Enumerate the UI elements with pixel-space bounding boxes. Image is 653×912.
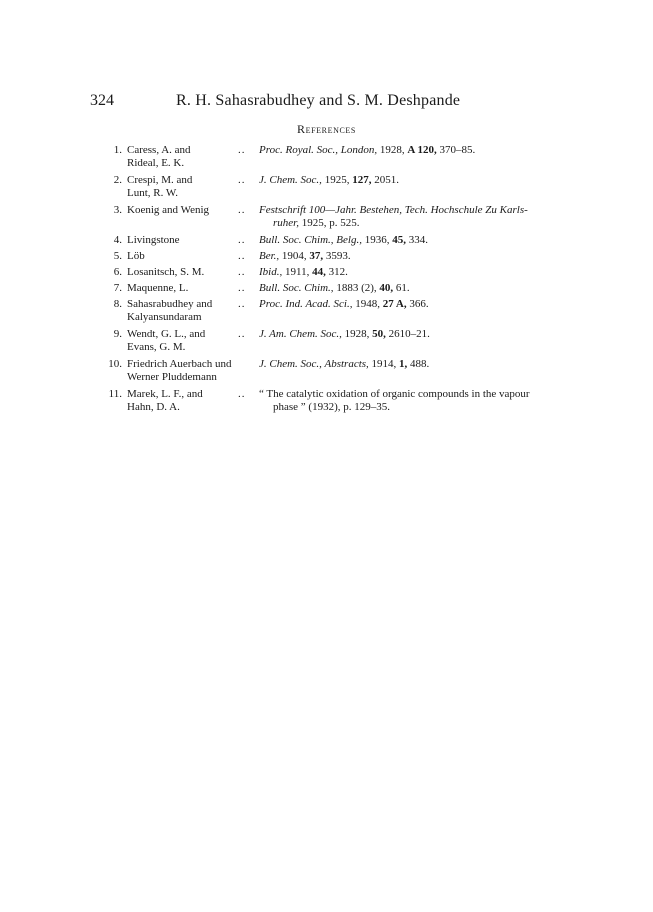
- reference-citation: [259, 298, 571, 311]
- leader-dots: ..: [238, 250, 246, 262]
- citation-year: 1928,: [341, 328, 373, 340]
- leader-dots: ..: [238, 388, 246, 400]
- citation-volume: 45,: [392, 234, 406, 246]
- references-heading: References: [297, 122, 356, 136]
- journal-name: Ber.,: [259, 250, 280, 262]
- citation-volume: 44,: [312, 266, 326, 278]
- citation-volume: A 120,: [407, 144, 437, 156]
- citation-volume: 40,: [379, 282, 394, 294]
- reference-citation: [259, 174, 571, 187]
- citation-year: 1936,: [361, 234, 393, 246]
- citation-pages: 334.: [405, 234, 428, 246]
- citation-volume: 27 A,: [382, 298, 407, 310]
- journal-name: J. Am. Chem. Soc.,: [259, 328, 342, 340]
- leader-dots: ..: [238, 204, 246, 216]
- authors-line: Maquenne, L.: [127, 282, 189, 294]
- reference-citation: [259, 388, 571, 414]
- reference-authors: [127, 388, 235, 414]
- leader-dots: ..: [238, 328, 246, 340]
- citation-year: 1914,: [368, 358, 400, 370]
- reference-number: 11.: [108, 388, 122, 400]
- journal-name: Ibid.,: [259, 266, 283, 278]
- authors-line: Friedrich Auerbach und: [127, 358, 232, 370]
- reference-authors: [127, 266, 235, 279]
- authors-line: Hahn, D. A.: [127, 401, 180, 413]
- page-header: [90, 92, 570, 114]
- reference-authors: [127, 358, 257, 384]
- journal-name: Bull. Soc. Chim.,: [259, 282, 334, 294]
- reference-citation: [259, 144, 571, 157]
- reference-number: 5.: [113, 250, 122, 262]
- journal-name: Bull. Soc. Chim., Belg.,: [259, 234, 362, 246]
- page-number: 324: [90, 92, 114, 109]
- reference-authors: [127, 282, 235, 295]
- citation-line: Festschrift 100—Jahr. Bestehen, Tech. Hochschule Zu Karls-: [259, 204, 528, 216]
- citation-plain-part: 1925, p. 525.: [298, 217, 360, 229]
- leader-dots: ..: [238, 174, 246, 186]
- citation-year: 1904,: [279, 250, 310, 262]
- reference-number: 9.: [113, 328, 122, 340]
- reference-number: 2.: [113, 174, 122, 186]
- reference-number: 10.: [108, 358, 122, 370]
- reference-citation: [259, 234, 571, 247]
- reference-number: 8.: [113, 298, 122, 310]
- citation-pages: 370–85.: [436, 144, 476, 156]
- authors-line: Losanitsch, S. M.: [127, 266, 205, 278]
- authors-line: Werner Pluddemann: [127, 371, 217, 383]
- reference-authors: [127, 144, 235, 170]
- reference-authors: [127, 204, 235, 217]
- citation-pages: 488.: [407, 358, 430, 370]
- authors-line: Caress, A. and: [127, 144, 191, 156]
- reference-number: 7.: [113, 282, 122, 294]
- leader-dots: ..: [238, 234, 246, 246]
- citation-volume: 37,: [309, 250, 324, 262]
- journal-name: Proc. Royal. Soc., London,: [259, 144, 378, 156]
- reference-number: 6.: [113, 266, 122, 278]
- authors-line: Livingstone: [127, 234, 180, 246]
- citation-pages: 366.: [406, 298, 429, 310]
- citation-year: 1925,: [321, 174, 353, 186]
- citation-pages: 2610–21.: [385, 328, 430, 340]
- authors-line: Marek, L. F., and: [127, 388, 203, 400]
- citation-year: 1948,: [352, 298, 383, 310]
- reference-authors: [127, 174, 235, 200]
- reference-citation: [259, 328, 571, 341]
- citation-volume: 127,: [352, 174, 372, 186]
- citation-pages: 312.: [325, 266, 348, 278]
- citation-pages: 3593.: [323, 250, 351, 262]
- reference-authors: [127, 328, 235, 354]
- citation-pages: 61.: [393, 282, 410, 294]
- citation-volume: 50,: [372, 328, 386, 340]
- citation-continuation: phase ” (1932), p. 129–35.: [273, 401, 391, 413]
- authors-line: Koenig and Wenig: [127, 204, 210, 216]
- reference-number: 4.: [113, 234, 122, 246]
- citation-continuation: [259, 217, 571, 230]
- leader-dots: ..: [238, 282, 246, 294]
- authors-line: Rideal, E. K.: [127, 157, 185, 169]
- authors-line: Wendt, G. L., and: [127, 328, 206, 340]
- authors-line: Sahasrabudhey and: [127, 298, 213, 310]
- reference-authors: [127, 234, 235, 247]
- reference-citation: [259, 358, 571, 371]
- citation-pages: 2051.: [371, 174, 399, 186]
- journal-name: J. Chem. Soc., Abstracts,: [259, 358, 369, 370]
- reference-number: 3.: [113, 204, 122, 216]
- reference-authors: [127, 250, 235, 263]
- citation-italic-part: ruher,: [273, 217, 299, 229]
- citation-year: 1883 (2),: [333, 282, 380, 294]
- authors-line: Lunt, R. W.: [127, 187, 179, 199]
- leader-dots: ..: [238, 266, 246, 278]
- reference-number: 1.: [113, 144, 122, 156]
- reference-citation: [259, 266, 571, 279]
- authors-line: Kalyansundaram: [127, 311, 202, 323]
- reference-authors: [127, 298, 235, 324]
- leader-dots: ..: [238, 298, 246, 310]
- running-head: R. H. Sahasrabudhey and S. M. Deshpande: [176, 92, 461, 109]
- authors-line: Crespi, M. and: [127, 174, 193, 186]
- authors-line: Löb: [127, 250, 145, 262]
- citation-year: 1911,: [282, 266, 313, 278]
- reference-citation: [259, 250, 571, 263]
- reference-citation: [259, 204, 571, 230]
- citation-volume: 1,: [399, 358, 408, 370]
- reference-citation: [259, 282, 571, 295]
- citation-year: 1928,: [377, 144, 408, 156]
- authors-line: Evans, G. M.: [127, 341, 186, 353]
- citation-line: “ The catalytic oxidation of organic compounds in the vapour: [259, 388, 530, 400]
- journal-name: Proc. Ind. Acad. Sci.,: [259, 298, 353, 310]
- leader-dots: ..: [238, 144, 246, 156]
- journal-name: J. Chem. Soc.,: [259, 174, 322, 186]
